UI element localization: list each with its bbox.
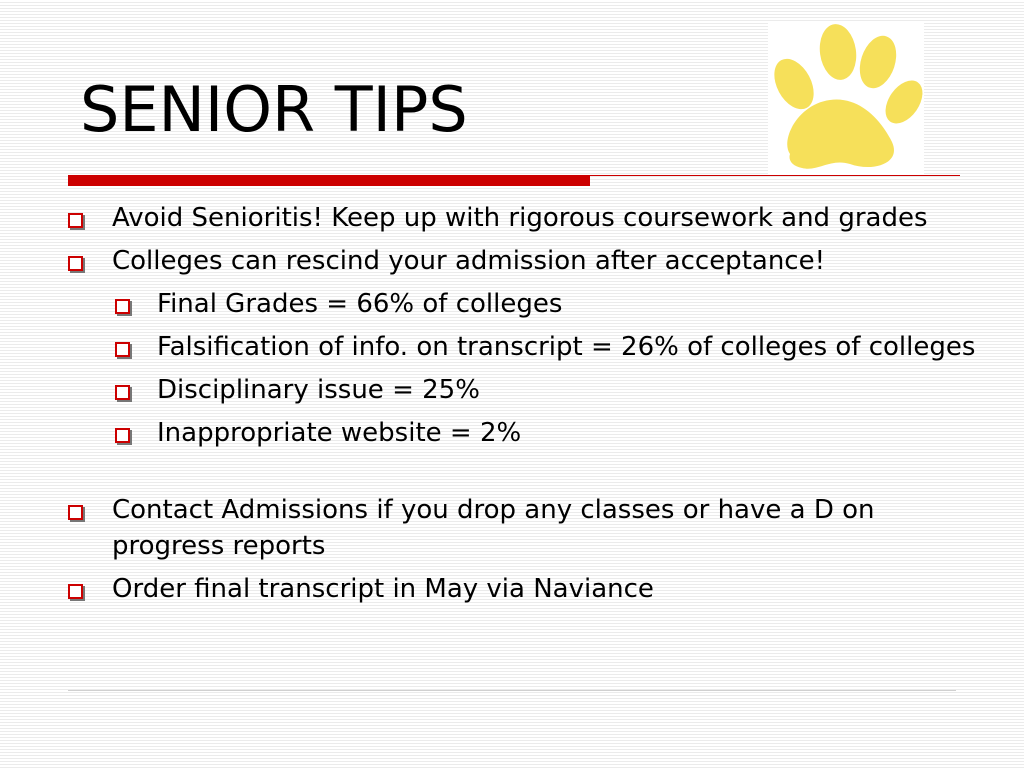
bullet-text: Falsification of info. on transcript = 26% of colleges of colleges	[157, 332, 976, 362]
checkbox-bullet-icon	[115, 342, 130, 357]
paw-print-icon	[768, 22, 924, 174]
checkbox-bullet-icon	[115, 428, 130, 443]
list-item	[60, 492, 990, 564]
list-item	[60, 372, 990, 408]
bullet-list	[60, 200, 990, 614]
list-item	[60, 243, 990, 279]
footer-divider	[68, 690, 956, 691]
checkbox-bullet-icon	[115, 299, 130, 314]
checkbox-bullet-icon	[68, 256, 83, 271]
list-item	[60, 571, 990, 607]
list-item	[60, 200, 990, 236]
bullet-text: Inappropriate website = 2%	[157, 418, 522, 448]
checkbox-bullet-icon	[68, 584, 83, 599]
bullet-text: Contact Admissions if you drop any classes or have a D on progress reports	[112, 495, 875, 561]
list-item	[60, 286, 990, 322]
slide-title: SENIOR TIPS	[80, 73, 468, 146]
checkbox-bullet-icon	[68, 213, 83, 228]
list-item	[60, 415, 990, 451]
bullet-text: Disciplinary issue = 25%	[157, 375, 480, 405]
bullet-text: Order final transcript in May via Naviance	[112, 574, 654, 604]
checkbox-bullet-icon	[115, 385, 130, 400]
title-underline-thick	[68, 175, 590, 186]
list-item	[60, 329, 990, 365]
title-underline-thin	[590, 175, 960, 176]
checkbox-bullet-icon	[68, 505, 83, 520]
bullet-text: Colleges can rescind your admission after acceptance!	[112, 246, 826, 276]
bullet-text: Final Grades = 66% of colleges	[157, 289, 563, 319]
bullet-text: Avoid Senioritis! Keep up with rigorous coursework and grades	[112, 203, 928, 233]
